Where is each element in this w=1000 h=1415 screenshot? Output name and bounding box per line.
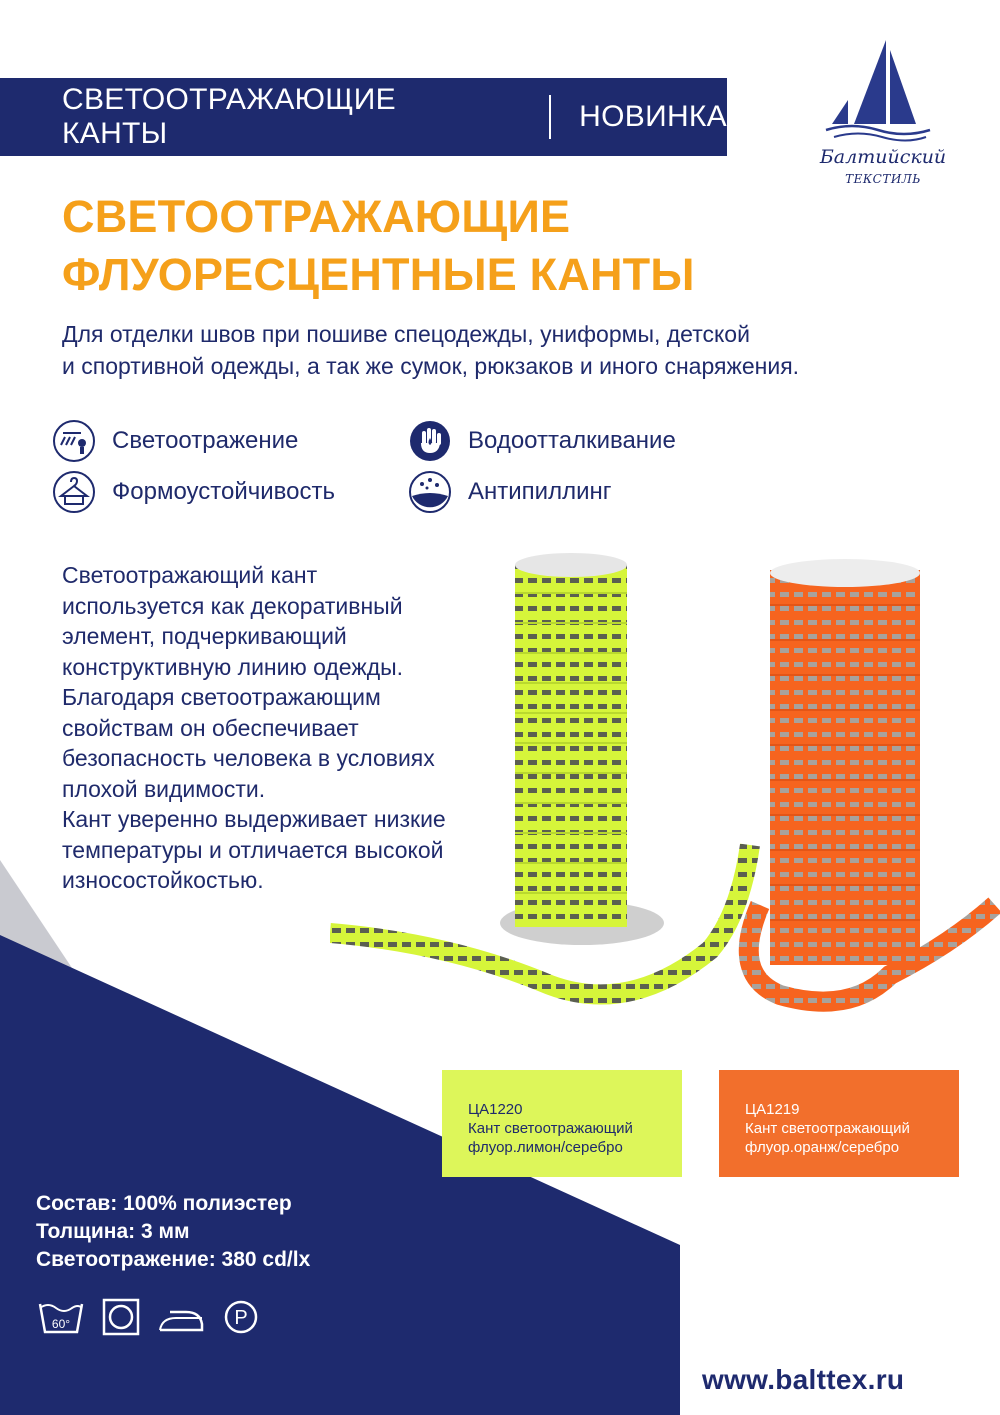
description-line: температуры и отличается высокой [62, 836, 444, 863]
description-line: Светоотражающий кант [62, 562, 318, 588]
care-icons [36, 1296, 266, 1340]
product-photo [330, 545, 1000, 1065]
logo-brand-subtitle: ТЕКСТИЛЬ [845, 172, 921, 186]
feature-label: Водоотталкивание [468, 427, 676, 454]
orange-spool [749, 559, 995, 1002]
product-color: флуор.оранж/серебро [745, 1139, 900, 1156]
description-line: Благодаря светоотражающим [62, 684, 381, 710]
reflection-icon [52, 419, 96, 463]
title-line-2: ФЛУОРЕСЦЕНТНЫЕ КАНТЫ [62, 249, 695, 300]
description-line: Кант уверенно выдерживает низкие [62, 806, 446, 832]
spec-composition: Состав: 100% полиэстер [36, 1192, 292, 1215]
feature-label: Формоустойчивость [112, 478, 335, 505]
product-color: флуор.лимон/серебро [468, 1139, 623, 1156]
description-line: конструктивную линию одежды. [62, 653, 404, 680]
water-repellent-hand-icon [408, 419, 452, 463]
hanger-icon [52, 470, 96, 514]
title-line-1: СВЕТООТРАЖАЮЩИЕ [62, 191, 571, 242]
product-code: ЦА1220 [468, 1101, 523, 1118]
feature-reflection [52, 419, 298, 463]
lead-paragraph [62, 318, 942, 382]
iron-icon [156, 1296, 206, 1340]
feature-anti-pilling [408, 470, 611, 514]
header-band [0, 78, 727, 156]
product-code: ЦА1219 [745, 1101, 800, 1118]
lead-line-1: Для отделки швов при пошиве спецодежды, униформы, детской [62, 321, 750, 347]
dry-clean-p-icon [216, 1296, 266, 1340]
product-name: Кант светоотражающий [468, 1120, 633, 1137]
product-label-lemon [442, 1070, 682, 1177]
wash-60-icon [36, 1296, 86, 1340]
description-line: плохой видимости. [62, 775, 266, 802]
dry-clean-letter: P [234, 1307, 248, 1329]
spec-thickness: Толщина: 3 мм [36, 1220, 190, 1243]
yellow-spool [330, 553, 750, 994]
lead-line-2: и спортивной одежды, а так же сумок, рюкзаков и иного снаряжения. [62, 353, 800, 379]
description-line: износостойкостью. [62, 867, 264, 893]
feature-label: Антипиллинг [468, 478, 612, 505]
description-line: используется как декоративный [62, 592, 403, 619]
product-label-orange [719, 1070, 959, 1177]
product-name: Кант светоотражающий [745, 1120, 910, 1137]
description-line: безопасность человека в условиях [62, 745, 435, 771]
feature-shape-retention [52, 470, 335, 514]
website-link[interactable]: www.balttex.ru [702, 1364, 905, 1395]
footer-divider [666, 1360, 669, 1408]
header-category: СВЕТООТРАЖАЮЩИЕ КАНТЫ [62, 83, 396, 150]
description-line: свойствам он обеспечивает [62, 714, 359, 741]
feature-label: Светоотражение [112, 427, 299, 454]
description-line: элемент, подчеркивающий [62, 623, 347, 649]
wash-temp: 60° [51, 1317, 71, 1331]
header-new-badge: НОВИНКА [579, 100, 727, 133]
specifications [36, 1190, 310, 1274]
spec-reflection: Светоотражение: 380 cd/lx [36, 1248, 311, 1271]
page-title [62, 188, 822, 304]
tumble-dry-icon [96, 1296, 146, 1340]
anti-pilling-icon [408, 470, 452, 514]
feature-water-repellent [408, 419, 676, 463]
header-divider [549, 95, 551, 139]
logo-brand-name: Балтийский [819, 146, 947, 168]
